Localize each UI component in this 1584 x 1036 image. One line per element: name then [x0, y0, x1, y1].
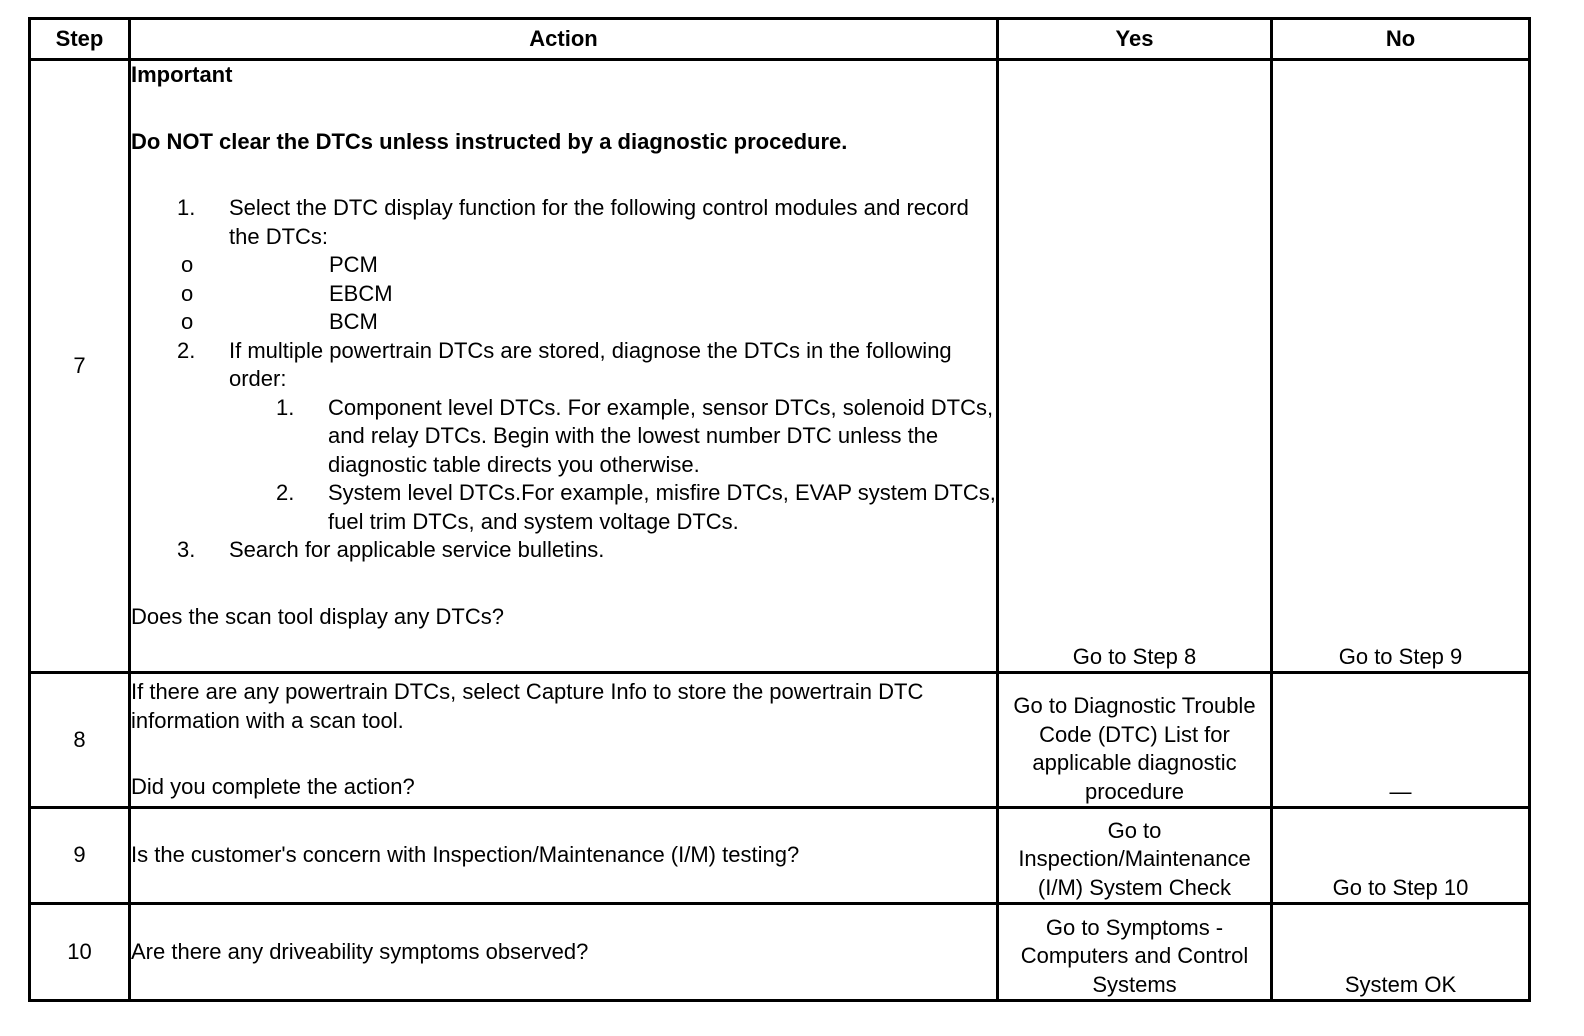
list-item-text: System level DTCs.For example, misfire DTCs, EVAP system DTCs, fuel trim DTCs, and system voltage DTCs.: [328, 480, 996, 534]
bullet-icon: o: [181, 252, 194, 277]
step-number: 10: [30, 904, 130, 1001]
table-row-step-8: [30, 673, 1530, 808]
no-action: —: [1272, 673, 1530, 808]
module-name: BCM: [329, 309, 378, 334]
header-step: Step: [30, 19, 130, 60]
no-action: System OK: [1272, 904, 1530, 1001]
step-number: 9: [30, 808, 130, 904]
important-label: Important: [131, 62, 233, 87]
list-number: 1.: [177, 195, 196, 220]
action-cell: [130, 673, 998, 808]
no-action: Go to Step 10: [1272, 808, 1530, 904]
list-item: [229, 479, 996, 536]
header-action: Action: [130, 19, 998, 60]
step-number: 8: [30, 673, 130, 808]
question-text: Does the scan tool display any DTCs?: [131, 603, 504, 629]
yes-action: Go to Symptoms - Computers and Control Systems: [998, 904, 1272, 1001]
step-number: 7: [30, 60, 130, 673]
module-list: [131, 251, 996, 337]
no-action: Go to Step 9: [1272, 60, 1530, 673]
action-text: If there are any powertrain DTCs, select Capture Info to store the powertrain DTC information with a scan tool.: [131, 679, 924, 733]
diagnostic-table: [28, 17, 1531, 1002]
list-item-text: If multiple powertrain DTCs are stored, diagnose the DTCs in the following order:: [229, 337, 952, 391]
list-number: 3.: [177, 537, 196, 562]
yes-action: Go to Diagnostic Trouble Code (DTC) List for applicable diagnostic procedure: [998, 673, 1272, 808]
question-text: Did you complete the action?: [131, 774, 415, 799]
module-name: PCM: [329, 252, 378, 277]
action-text: Is the customer's concern with Inspection/Maintenance (I/M) testing?: [131, 842, 800, 868]
list-item: [131, 280, 996, 309]
action-text: Are there any driveability symptoms observed?: [131, 938, 589, 964]
action-cell: [130, 808, 998, 904]
list-item: [229, 394, 996, 480]
yes-action: Go to Inspection/Maintenance (I/M) System Check: [998, 808, 1272, 904]
bullet-icon: o: [181, 280, 194, 306]
order-list: [229, 394, 996, 537]
action-cell: [130, 904, 998, 1001]
yes-action: Go to Step 8: [998, 60, 1272, 673]
list-number: 2.: [177, 337, 196, 363]
header-row: [30, 19, 1530, 60]
list-item: [131, 194, 996, 337]
list-item-text: Component level DTCs. For example, sensor DTCs, solenoid DTCs, and relay DTCs. Begin with the lowest number DTC unless the diagnostic table directs you otherwise.: [328, 394, 994, 477]
list-number: 1.: [276, 394, 295, 420]
header-yes: Yes: [998, 19, 1272, 60]
list-item: [131, 251, 996, 280]
table-row-step-10: [30, 904, 1530, 1001]
instruction-list: [131, 194, 996, 565]
warning-text: Do NOT clear the DTCs unless instructed by a diagnostic procedure.: [131, 128, 848, 154]
list-number: 2.: [276, 480, 295, 505]
list-item: [131, 337, 996, 537]
list-item-text: Select the DTC display function for the following control modules and record the DTCs:: [229, 195, 969, 249]
list-item: [131, 536, 996, 565]
list-item: [131, 308, 996, 337]
bullet-icon: o: [181, 309, 194, 334]
module-name: EBCM: [329, 280, 393, 306]
action-cell: [130, 60, 998, 673]
table-row-step-9: [30, 808, 1530, 904]
table-row-step-7: [30, 60, 1530, 673]
header-no: No: [1272, 19, 1530, 60]
list-item-text: Search for applicable service bulletins.: [229, 537, 605, 562]
